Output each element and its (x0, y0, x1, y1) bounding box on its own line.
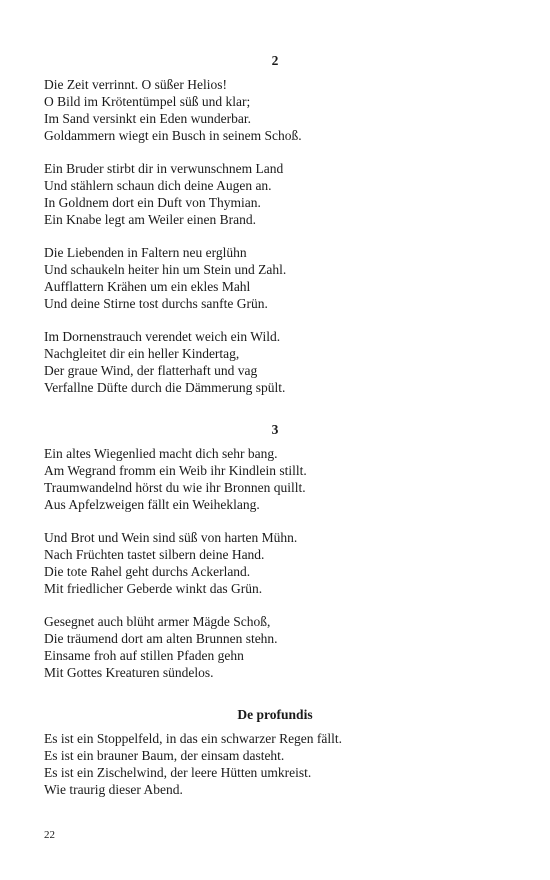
poem-line: Der graue Wind, der flatterhaft und vag (44, 363, 258, 378)
stanza-3-1 (44, 445, 524, 513)
poem-line: Mit friedlicher Geberde winkt das Grün. (44, 581, 263, 596)
poem-line: Die tote Rahel geht durchs Ackerland. (44, 564, 251, 579)
stanza-3-2 (44, 529, 524, 597)
poem-line: Ein Bruder stirbt dir in verwunschnem Land (44, 161, 284, 176)
poem-line: Und deine Stirne tost durchs sanfte Grün. (44, 296, 268, 311)
poem-line: Aufflattern Krähen um ein ekles Mahl (44, 279, 251, 294)
section-number-2: 2 (271, 53, 279, 68)
poem-line: Goldammern wiegt ein Busch in seinem Schoß. (44, 128, 302, 143)
poem-line: Gesegnet auch blüht armer Mägde Schoß, (44, 614, 271, 629)
poem-line: Ein altes Wiegenlied macht dich sehr bang. (44, 446, 278, 461)
poem-line: Und stählern schaun dich deine Augen an. (44, 178, 272, 193)
poem-line: Die träumend dort am alten Brunnen stehn. (44, 631, 278, 646)
poem-line: Ein Knabe legt am Weiler einen Brand. (44, 212, 256, 227)
poem-line: Und schaukeln heiter hin um Stein und Zahl. (44, 262, 287, 277)
poem-line: Es ist ein Zischelwind, der leere Hütten umkreist. (44, 765, 312, 780)
section-number-3: 3 (271, 422, 279, 437)
poem-line: Nachgleitet dir ein heller Kindertag, (44, 346, 240, 361)
poem-line: Einsame froh auf stillen Pfaden gehn (44, 648, 244, 663)
poem-line: Am Wegrand fromm ein Weib ihr Kindlein stillt. (44, 463, 307, 478)
stanza-deprofundis-1 (44, 730, 524, 798)
poem-title: De profundis (237, 707, 313, 722)
poem-line: Die Zeit verrinnt. O süßer Helios! (44, 77, 227, 92)
poem-line: Verfallne Düfte durch die Dämmerung spült. (44, 380, 286, 395)
poem-line: Es ist ein Stoppelfeld, in das ein schwarzer Regen fällt. (44, 731, 343, 746)
poem-line: Nach Früchten tastet silbern deine Hand. (44, 547, 265, 562)
poem-line: Mit Gottes Kreaturen sündelos. (44, 665, 214, 680)
poem-line: Aus Apfelzweigen fällt ein Weiheklang. (44, 497, 260, 512)
poem-line: O Bild im Krötentümpel süß und klar; (44, 94, 251, 109)
stanza-2-3 (44, 244, 524, 312)
stanza-2-2 (44, 160, 524, 228)
poem-line: Die Liebenden in Faltern neu erglühn (44, 245, 247, 260)
stanza-2-1 (44, 76, 524, 144)
poem-line: Und Brot und Wein sind süß von harten Mühn. (44, 530, 298, 545)
poem-line: Im Dornenstrauch verendet weich ein Wild. (44, 329, 281, 344)
poem-line: Es ist ein brauner Baum, der einsam dasteht. (44, 748, 285, 763)
poem-line: In Goldnem dort ein Duft von Thymian. (44, 195, 261, 210)
poem-line: Im Sand versinkt ein Eden wunderbar. (44, 111, 251, 126)
poem-line: Traumwandelnd hörst du wie ihr Bronnen quillt. (44, 480, 306, 495)
stanza-2-4 (44, 328, 524, 396)
stanza-3-3 (44, 613, 524, 681)
poem-line: Wie traurig dieser Abend. (44, 782, 183, 797)
page-number: 22 (44, 829, 55, 841)
